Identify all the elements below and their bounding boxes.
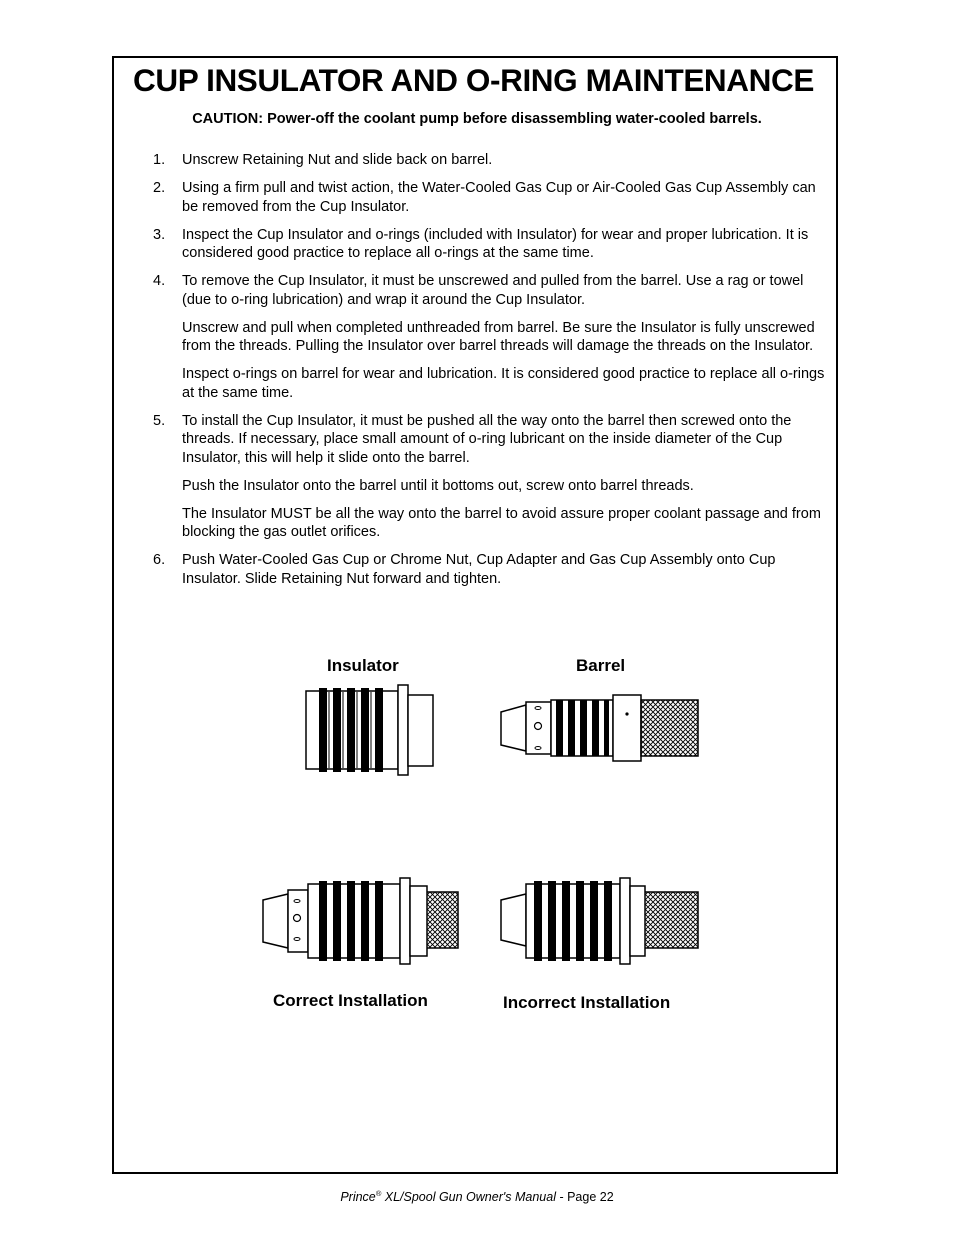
step-number: 1. — [153, 152, 166, 168]
list-item — [153, 151, 831, 170]
step-number: 2. — [153, 180, 166, 196]
footer-brand: Prince — [340, 1190, 376, 1205]
list-item — [153, 226, 831, 263]
step-paragraph: Unscrew Retaining Nut and slide back on barrel. — [182, 152, 493, 168]
step-number: 3. — [153, 226, 166, 243]
step-number: 4. — [153, 273, 166, 289]
page-footer — [0, 1189, 954, 1204]
list-item — [153, 551, 831, 588]
step-number: 5. — [153, 412, 166, 429]
barrel-illustration — [498, 692, 701, 764]
incorrect-installation-illustration — [498, 872, 701, 972]
insulator-label: Insulator — [327, 656, 399, 675]
incorrect-installation-label: Incorrect Installation — [503, 993, 671, 1012]
correct-installation-illustration — [260, 872, 461, 972]
caution-note: CAUTION: Power-off the coolant pump before disassembling water-cooled barrels. — [192, 111, 762, 127]
correct-installation-label: Correct Installation — [273, 991, 428, 1010]
list-item — [153, 272, 831, 402]
step-paragraph: To remove the Cup Insulator, it must be unscrewed and pulled from the barrel. Use a rag or towel (due to o-ring lubrication) and wrap it around the Cup Insulator. — [182, 273, 804, 308]
footer-page-number: - Page 22 — [555, 1190, 614, 1205]
steps-list — [153, 151, 831, 598]
step-number: 6. — [153, 552, 166, 568]
list-item — [153, 179, 831, 216]
step-paragraph: Inspect o-rings on barrel for wear and lubrication. It is considered good practice to replace all o-rings at the same time. — [182, 366, 825, 401]
step-paragraph: Unscrew and pull when completed unthreaded from barrel. Be sure the Insulator is fully unscrewed from the threads. Pulling the Insulator over barrel threads will damage the threads on the Insulator. — [182, 319, 815, 354]
page-title: CUP INSULATOR AND O-RING MAINTENANCE — [133, 62, 814, 98]
step-paragraph: Push Water-Cooled Gas Cup or Chrome Nut, Cup Adapter and Gas Cup Assembly onto Cup Insulator. Slide Retaining Nut forward and tighten. — [182, 552, 776, 587]
insulator-illustration — [303, 684, 437, 778]
step-paragraph: Push the Insulator onto the barrel until it bottoms out, screw onto barrel threads. — [182, 477, 694, 494]
list-item — [153, 412, 831, 542]
step-paragraph: Inspect the Cup Insulator and o-rings (included with Insulator) for wear and proper lubrication. It is considered good practice to replace all o-rings at the same time. — [182, 226, 809, 261]
step-paragraph: Using a firm pull and twist action, the Water-Cooled Gas Cup or Air-Cooled Gas Cup Assembly can be removed from the Cup Insulator. — [182, 180, 816, 215]
registered-mark: ® — [375, 1189, 382, 1198]
step-paragraph: The Insulator MUST be all the way onto the barrel to avoid assure proper coolant passage and from blocking the gas outlet orifices. — [182, 505, 821, 540]
barrel-label: Barrel — [576, 656, 626, 675]
footer-manual-title: XL/Spool Gun Owner's Manual — [381, 1190, 556, 1205]
step-paragraph: To install the Cup Insulator, it must be pushed all the way onto the barrel then screwed onto the threads. If necessary, place small amount of o-ring lubricant on the inside diameter of the Cup Insulator, this will help it slide onto the barrel. — [182, 412, 792, 466]
